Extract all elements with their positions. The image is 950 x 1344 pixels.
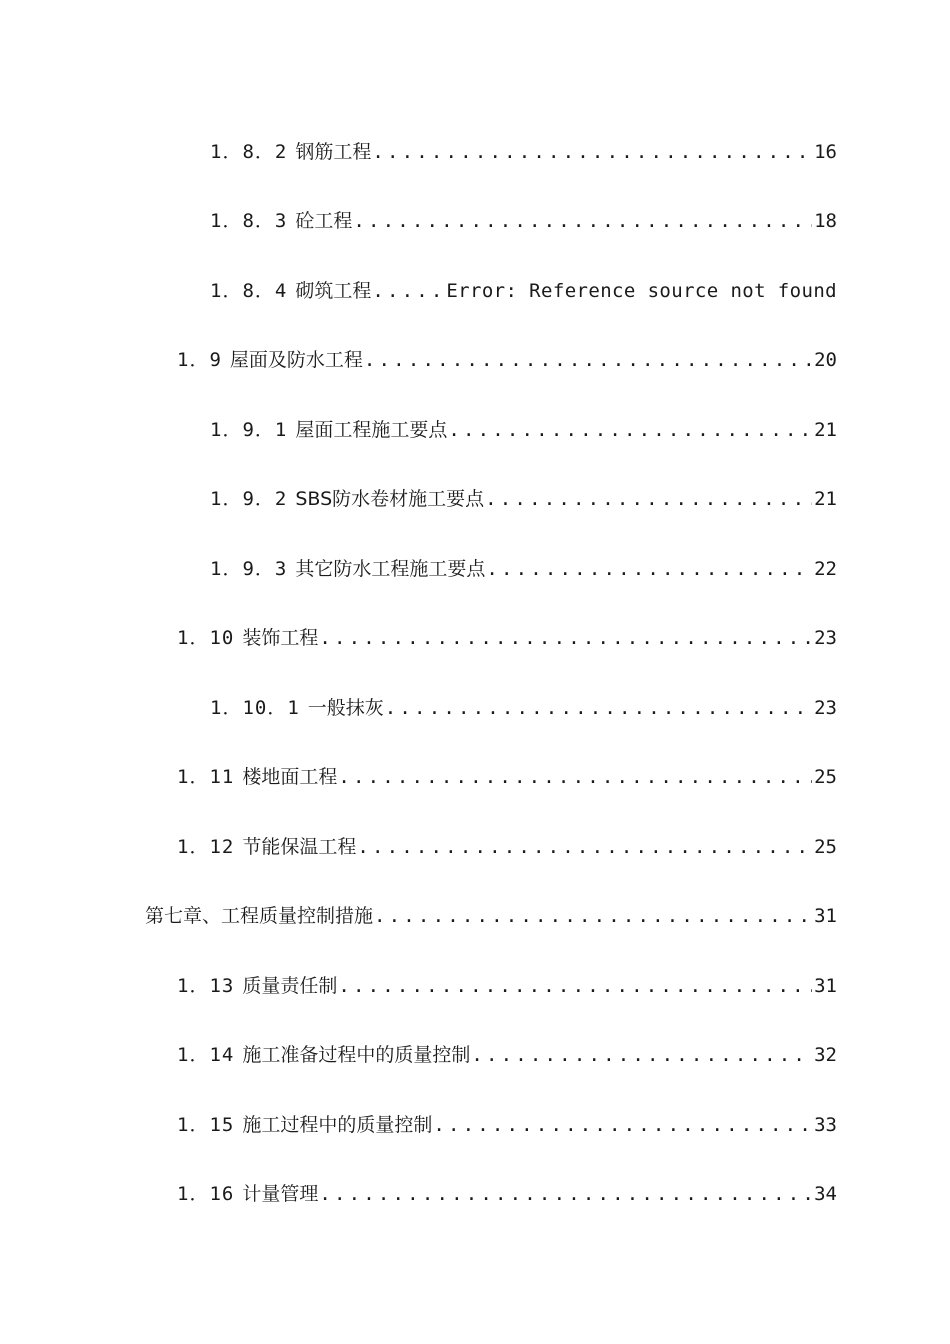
toc-entry-title: 屋面工程施工要点 [295, 419, 448, 441]
toc-entry-title: 其它防水工程施工要点 [295, 558, 486, 580]
toc-entry-title: 节能保温工程 [242, 836, 357, 858]
toc-entry-number: 1．8．4 [210, 280, 288, 302]
toc-entry-page: 34 [814, 1183, 837, 1205]
toc-entry-page: 18 [814, 210, 837, 232]
toc-entry[interactable] [210, 206, 837, 236]
toc-dot-leader [385, 693, 812, 723]
toc-chapter-title: 第七章、工程质量控制措施 [145, 905, 374, 927]
toc-entry[interactable] [177, 345, 837, 375]
toc-entry-number: 1．14 [177, 1044, 235, 1066]
toc-entry-title: 施工准备过程中的质量控制 [242, 1044, 471, 1066]
toc-entry-page: 22 [814, 558, 837, 580]
toc-entry[interactable] [177, 1110, 837, 1140]
toc-dot-leader [374, 901, 812, 931]
toc-entry-number: 1．8．2 [210, 141, 288, 163]
toc-entry-title: 砌筑工程 [295, 280, 372, 302]
toc-entry[interactable] [177, 832, 837, 862]
toc-entry-title: 一般抹灰 [307, 697, 384, 719]
toc-dot-leader [372, 276, 442, 306]
toc-entry-number: 1．8．3 [210, 210, 288, 232]
toc-entry-number: 1．10 [177, 627, 235, 649]
toc-entry-number: 1．16 [177, 1183, 235, 1205]
toc-entry[interactable] [210, 276, 837, 306]
toc-entry-number: 1．9．1 [210, 419, 288, 441]
toc-entry-number: 1．9 [177, 349, 222, 371]
toc-dot-leader [364, 345, 812, 375]
toc-entry-number: 1．10．1 [210, 697, 300, 719]
toc-entry-number: 1．12 [177, 836, 235, 858]
toc-entry-title: 计量管理 [242, 1183, 319, 1205]
toc-entry[interactable] [177, 623, 837, 653]
toc-entry[interactable] [210, 415, 837, 445]
toc-dot-leader [338, 762, 812, 792]
toc-entry[interactable] [177, 1040, 837, 1070]
toc-dot-leader [353, 206, 812, 236]
toc-dot-leader [319, 623, 812, 653]
toc-entry-number: 1．11 [177, 766, 235, 788]
toc-entry-title: 钢筋工程 [295, 141, 372, 163]
toc-dot-leader [433, 1110, 812, 1140]
toc-entry[interactable] [177, 1179, 837, 1209]
toc-dot-leader [485, 484, 812, 514]
toc-entry-page: 16 [814, 141, 837, 163]
toc-entry[interactable] [177, 971, 837, 1001]
toc-entry[interactable] [210, 554, 837, 584]
toc-entry[interactable] [210, 484, 837, 514]
toc-entry[interactable] [210, 693, 837, 723]
toc-entry-title: SBS防水卷材施工要点 [295, 488, 485, 510]
toc-entry-number: 1．13 [177, 975, 235, 997]
toc-dot-leader [338, 971, 812, 1001]
toc-entry-title: 质量责任制 [242, 975, 338, 997]
toc-entry-number: 1．9．3 [210, 558, 288, 580]
toc-entry-page: 31 [814, 975, 837, 997]
toc-entry-page: 23 [814, 697, 837, 719]
toc-entry[interactable] [177, 762, 837, 792]
toc-dot-leader [471, 1040, 812, 1070]
toc-entry-title: 楼地面工程 [242, 766, 338, 788]
toc-entry-page: 32 [814, 1044, 837, 1066]
toc-dot-leader [357, 832, 812, 862]
toc-entry-page: 31 [814, 905, 837, 927]
toc-entry-title: 施工过程中的质量控制 [242, 1114, 433, 1136]
toc-dot-leader [448, 415, 812, 445]
toc-entry-page: 21 [814, 488, 837, 510]
toc-dot-leader [319, 1179, 812, 1209]
toc-entry-page: 33 [814, 1114, 837, 1136]
toc-dot-leader [486, 554, 812, 584]
toc-entry-page: 21 [814, 419, 837, 441]
toc-entry[interactable] [210, 137, 837, 167]
toc-entry-page: 25 [814, 836, 837, 858]
toc-dot-leader [372, 137, 812, 167]
toc-entry-page: 25 [814, 766, 837, 788]
toc-entry-number: 1．15 [177, 1114, 235, 1136]
toc-entry-number: 1．9．2 [210, 488, 288, 510]
toc-chapter-entry[interactable] [145, 901, 837, 931]
toc-entry-title: 屋面及防水工程 [229, 349, 363, 371]
toc-entry-page-error: Error: Reference source not found [446, 280, 837, 302]
toc-entry-title: 装饰工程 [242, 627, 319, 649]
toc-entry-title: 砼工程 [295, 210, 353, 232]
toc-entry-page: 23 [814, 627, 837, 649]
toc-entry-page: 20 [814, 349, 837, 371]
